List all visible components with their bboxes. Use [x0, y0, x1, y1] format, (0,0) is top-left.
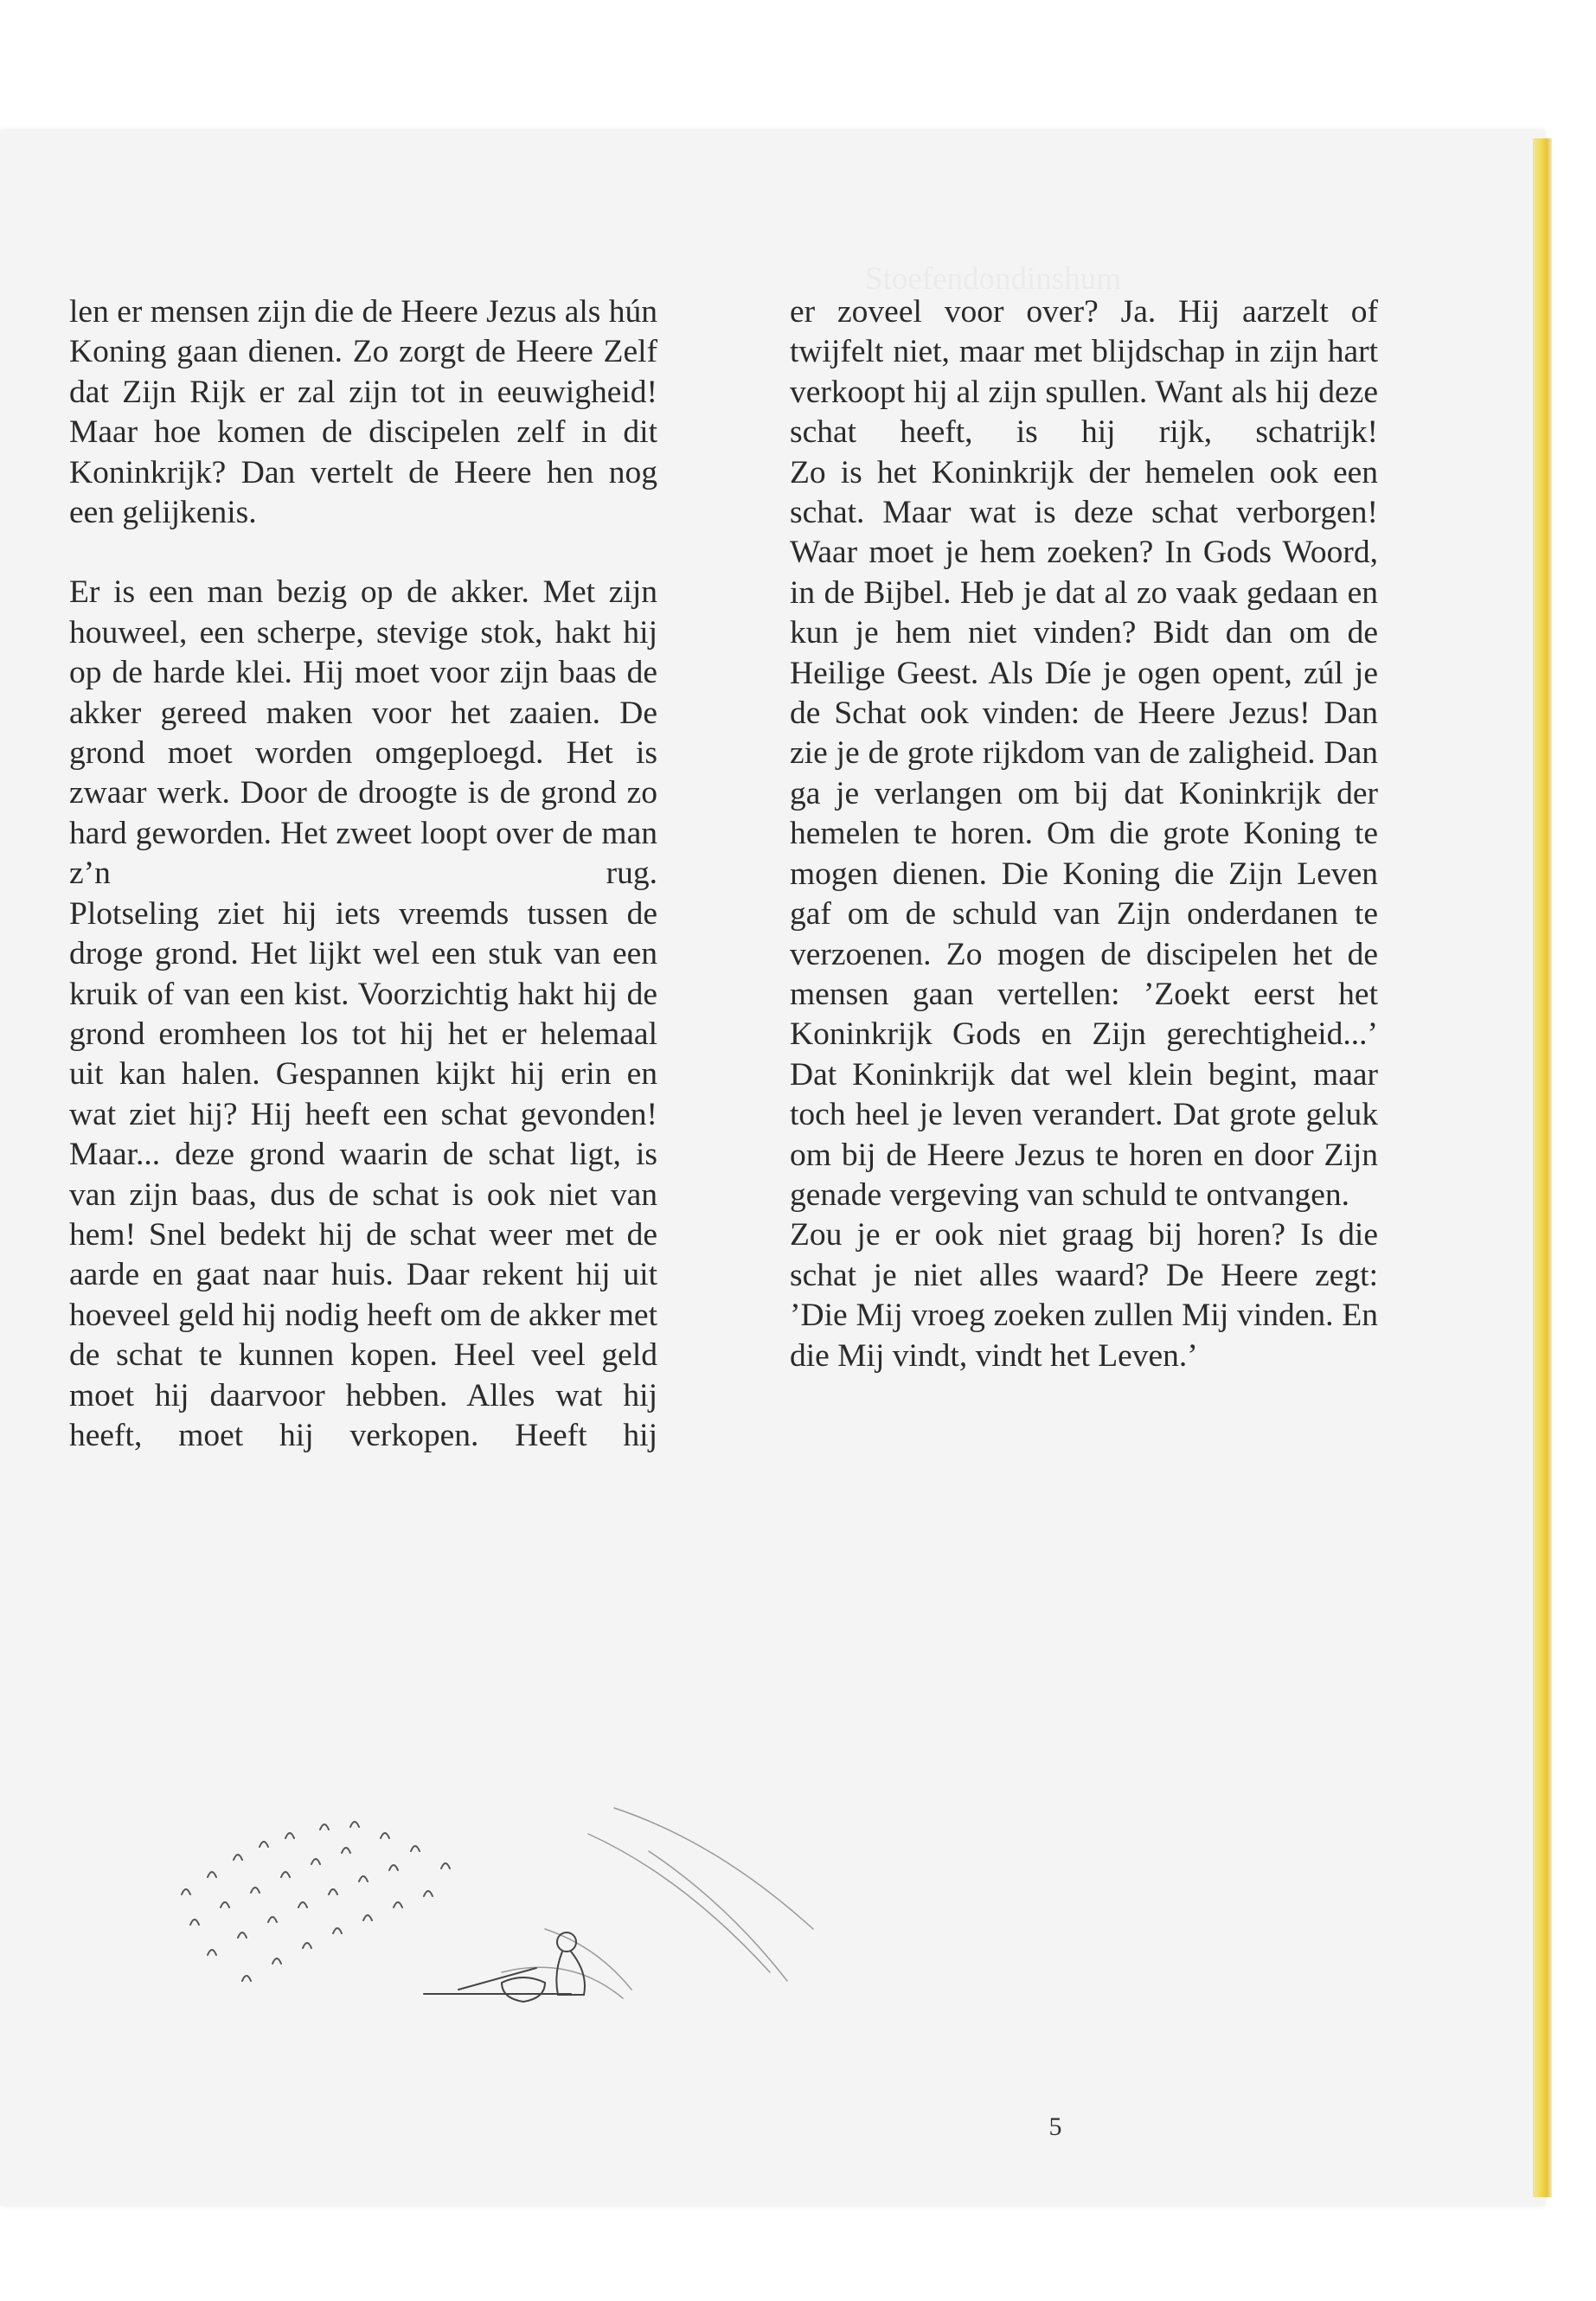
- paragraph: Zo is het Koninkrijk der hemelen ook een schat. Maar wat is deze schat verborgen! Waar moet je hem zoeken? In Gods Woord, in de Bijbel. Heb je dat al zo vaak gedaan en kun je hem niet vinden? Bidt dan om de Heilige Geest. Als Díe je ogen opent, zúl je de Schat ook vinden: de Heere Jezus! Dan zie je de grote rijkdom van de zaligheid. Dan ga je verlangen om bij dat Koninkrijk der hemelen te horen. Om die grote Koning te mogen dienen. Die Koning die Zijn Leven gaf om de schuld van Zijn onderdanen te verzoenen. Zo mogen de discipelen het de mensen gaan vertellen: ’Zoekt eerst het Koninkrijk Gods en Zijn gerechtigheid...’ Dat Koninkrijk dat wel klein begint, maar toch heel je leven verandert. Dat grote geluk om bij de Heere Jezus te horen en door Zijn genade vergeving van schuld te ontvangen.: [790, 454, 1378, 1213]
- paragraph: Er is een man bezig op de akker. Met zijn houweel, een scherpe, stevige stok, hakt hij op de harde klei. Hij moet voor zijn baas de akker gereed maken voor het zaaien. De grond moet worden omgeploegd. Het is zwaar werk. Door de droogte is de grond zo hard geworden. Het zweet loopt over de man z’n rug.: [69, 574, 657, 892]
- right-text-column: [790, 292, 1378, 1376]
- paragraph: er zoveel voor over? Ja. Hij aarzelt of twijfelt niet, maar met blijdschap in zijn hart verkoopt hij al zijn spullen. Want als hij deze schat heeft, is hij rijk, schatrijk!: [790, 294, 1378, 451]
- paragraph: Zou je er ook niet graag bij horen? Is die schat je niet alles waard? De Heere zegt: ’Die Mij vroeg zoeken zullen Mij vinden. En die Mij vindt, vindt het Leven.’: [790, 1217, 1378, 1374]
- field-illustration: [130, 1756, 822, 2033]
- paragraph: len er mensen zijn die de Heere Jezus als hún Koning gaan dienen. Zo zorgt de Heere Zelf dat Zijn Rijk er zal zijn tot in eeuwigheid!: [69, 294, 657, 410]
- scan-margin: [0, 0, 1596, 76]
- paragraph: Plotseling ziet hij iets vreemds tussen de droge grond. Het lijkt wel een stuk van een kruik of van een kist. Voorzichtig hakt hij de grond eromheen los tot hij het er helemaal uit kan halen. Gespannen kijkt hij erin en wat ziet hij? Hij heeft een schat gevonden! Maar... deze grond waarin de schat ligt, is van zijn baas, dus de schat is ook niet van hem! Snel bedekt hij de schat weer met de aarde en gaat naar huis. Daar rekent hij uit hoeveel geld hij nodig heeft om de akker met de schat te kunnen kopen. Heel veel geld moet hij daarvoor hebben. Alles wat hij heeft, moet hij verkopen. Heeft hij: [69, 895, 657, 1453]
- sprouts: [182, 1822, 450, 1981]
- digging-man: [424, 1932, 585, 2002]
- left-text-column: [69, 292, 657, 1456]
- page-edge: [1533, 138, 1552, 2197]
- furrows: [502, 1808, 813, 1998]
- paragraph: Maar hoe komen de discipelen zelf in dit Koninkrijk? Dan vertelt de Heere hen nog een gelijkenis.: [69, 414, 657, 531]
- page-number: 5: [1048, 2112, 1062, 2141]
